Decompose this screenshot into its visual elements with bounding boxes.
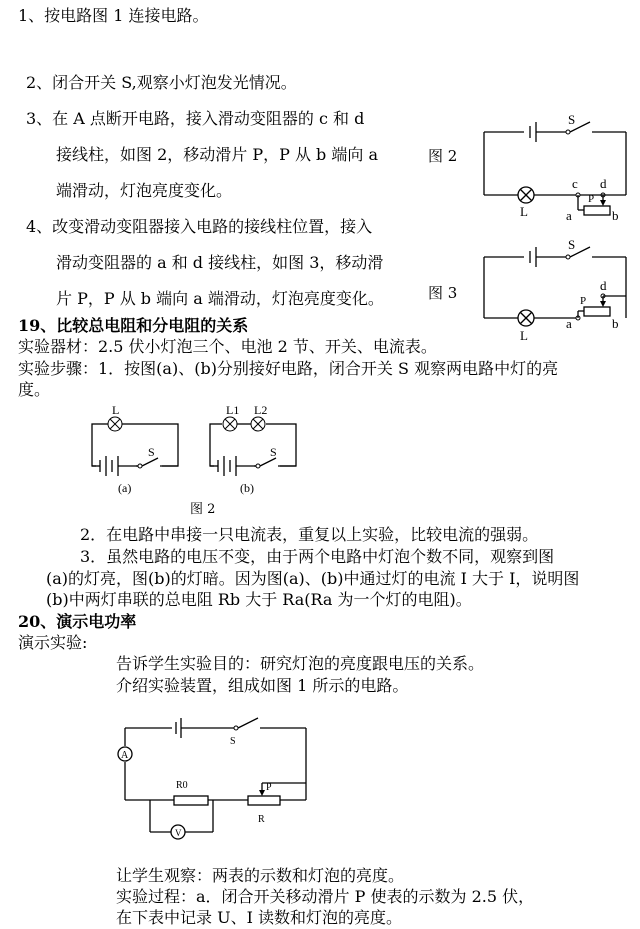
fig3-l-label: L [520,328,528,343]
purpose-text: 告诉学生实验目的：研究灯泡的亮度跟电压的关系。 [116,654,485,673]
sec19-step-3-line-2: (a)的灯亮，图(b)的灯暗。因为图(a)、(b)中通过灯的电流 I 大于 I，说明图 [46,569,580,588]
fig-b-caption: (b) [240,481,254,495]
fig3-label: 图 3 [428,284,458,302]
fig3-a-label: a [566,316,572,331]
step-4-line-1: 4、改变滑动变阻器接入电路的接线柱位置，接入 [26,217,373,236]
fig2-b-label: b [612,208,619,223]
fig3-d-label: d [600,278,607,293]
sec19-step-3-line-1: 3．虽然电路的电压不变，由于两个电路中灯泡个数不同，观察到图 [80,547,555,566]
fig2-label: 图 2 [428,147,458,165]
step-4-line-3: 片 P，P 从 b 端向 a 端滑动，灯泡亮度变化。 [56,289,384,308]
sec19-step-2: 2．在电路中串接一只电流表，重复以上实验，比较电流的强弱。 [80,525,539,544]
r0-label: R0 [176,780,188,791]
step-4-line-2: 滑动变阻器的 a 和 d 接线柱，如图 3，移动滑 [56,253,384,272]
switch-label: S [230,736,236,747]
slider-p-label: P [266,782,272,793]
sec19-step-3-line-3: (b)中两灯串联的总电阻 Rb 大于 Ra(Ra 为一个灯的电阻)。 [46,590,472,609]
fig-a-caption: (a) [118,481,132,495]
process-line-2: 在下表中记录 U、I 读数和灯泡的亮度。 [116,908,402,927]
observe-text: 让学生观察：两表的示数和灯泡的亮度。 [116,866,405,885]
setup-text: 介绍实验装置，组成如图 1 所示的电路。 [116,676,409,695]
fig-b-switch-label: S [270,445,277,459]
demo-label: 演示实验: [18,633,88,652]
step-3-line-3: 端滑动，灯泡亮度变化。 [56,181,233,200]
fig2-s-label: S [568,112,576,127]
fig-b-lamp1-label: L1 [226,403,240,417]
fig-a-lamp-label: L [112,403,120,417]
fig3-s-label: S [568,237,576,252]
fig-b-lamp2-label: L2 [254,403,268,417]
step-2: 2、闭合开关 S,观察小灯泡发光情况。 [26,73,297,92]
voltmeter-label: V [175,828,182,838]
fig3-p-label: P [580,295,587,307]
rheostat-r-label: R [258,814,265,825]
fig2-p-label: P [588,193,595,205]
ammeter-label: A [121,750,129,761]
step-3-line-2: 接线柱，如图 2，移动滑片 P，P 从 b 端向 a [56,145,379,164]
fig2-l-label: L [520,204,528,219]
figure-ab-label: 图 2 [190,502,216,517]
fig-a-switch-label: S [148,445,155,459]
section-20-heading: 20、演示电功率 [18,612,137,631]
step-3-line-1: 3、在 A 点断开电路，接入滑动变阻器的 c 和 d [26,109,365,128]
fig3-b-label: b [612,316,619,331]
step-1: 1、按电路图 1 连接电路。 [18,6,209,25]
process-line-1: 实验过程：a．闭合开关移动滑片 P 使表的示数为 2.5 伏， [116,887,535,906]
fig2-d-label: d [600,176,607,191]
section-19-heading: 19、比较总电阻和分电阻的关系 [18,316,249,335]
fig2-a-label: a [566,208,572,223]
steps-line-2: 度。 [18,380,51,399]
fig2-c-label: c [572,176,578,191]
steps-line-1: 实验步骤：1．按图(a)、(b)分别接好电路，闭合开关 S 观察两电路中灯的亮 [18,359,559,378]
equipment: 实验器材：2.5 伏小灯泡三个、电池 2 节、开关、电流表。 [18,337,437,356]
